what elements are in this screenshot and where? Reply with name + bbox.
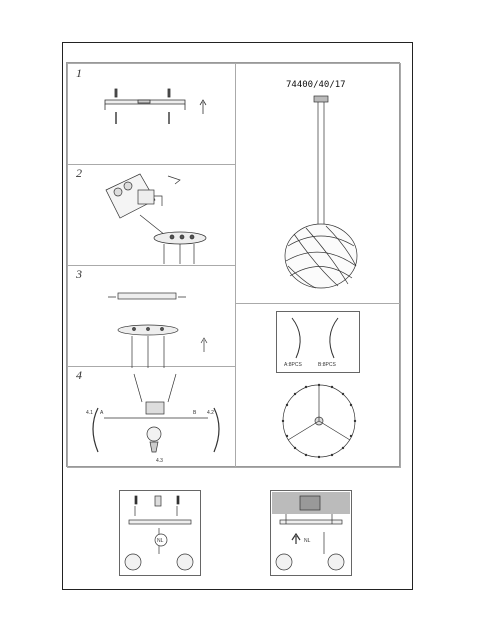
step-3-number: 3 — [76, 267, 82, 281]
pendant-lamp-illustration — [276, 96, 366, 296]
step-2-number: 2 — [76, 166, 82, 180]
step-4-label-a: A — [100, 410, 104, 416]
top-view-ring-diagram — [266, 378, 372, 464]
right-thumbnail-drawing — [272, 492, 350, 574]
step-1-bracket-diagram — [100, 82, 220, 132]
step-4-assembly-diagram — [84, 372, 234, 466]
left-thumbnail-drawing — [121, 492, 199, 574]
step-1-number: 1 — [76, 66, 82, 80]
part-b-curved-glass-icon — [322, 316, 342, 361]
part-b-quantity: B:8PCS — [318, 362, 336, 368]
step-4-number: 4 — [76, 368, 82, 382]
part-a-curved-glass-icon — [288, 316, 308, 361]
step-4-label-b: B — [193, 410, 197, 416]
left-thumbnail-badge: NL — [157, 538, 164, 544]
step-4-label-4-1: 4.1 — [86, 410, 93, 416]
step-2-wiring-diagram — [100, 170, 215, 265]
part-a-quantity: A:8PCS — [284, 362, 302, 368]
step-4-label-4-3: 4.3 — [156, 458, 163, 464]
step-3-canopy-diagram — [104, 288, 214, 368]
right-thumbnail-badge: NL — [304, 538, 311, 544]
model-number: 74400/40/17 — [286, 80, 346, 90]
step-4-label-4-2: 4.2 — [207, 410, 214, 416]
